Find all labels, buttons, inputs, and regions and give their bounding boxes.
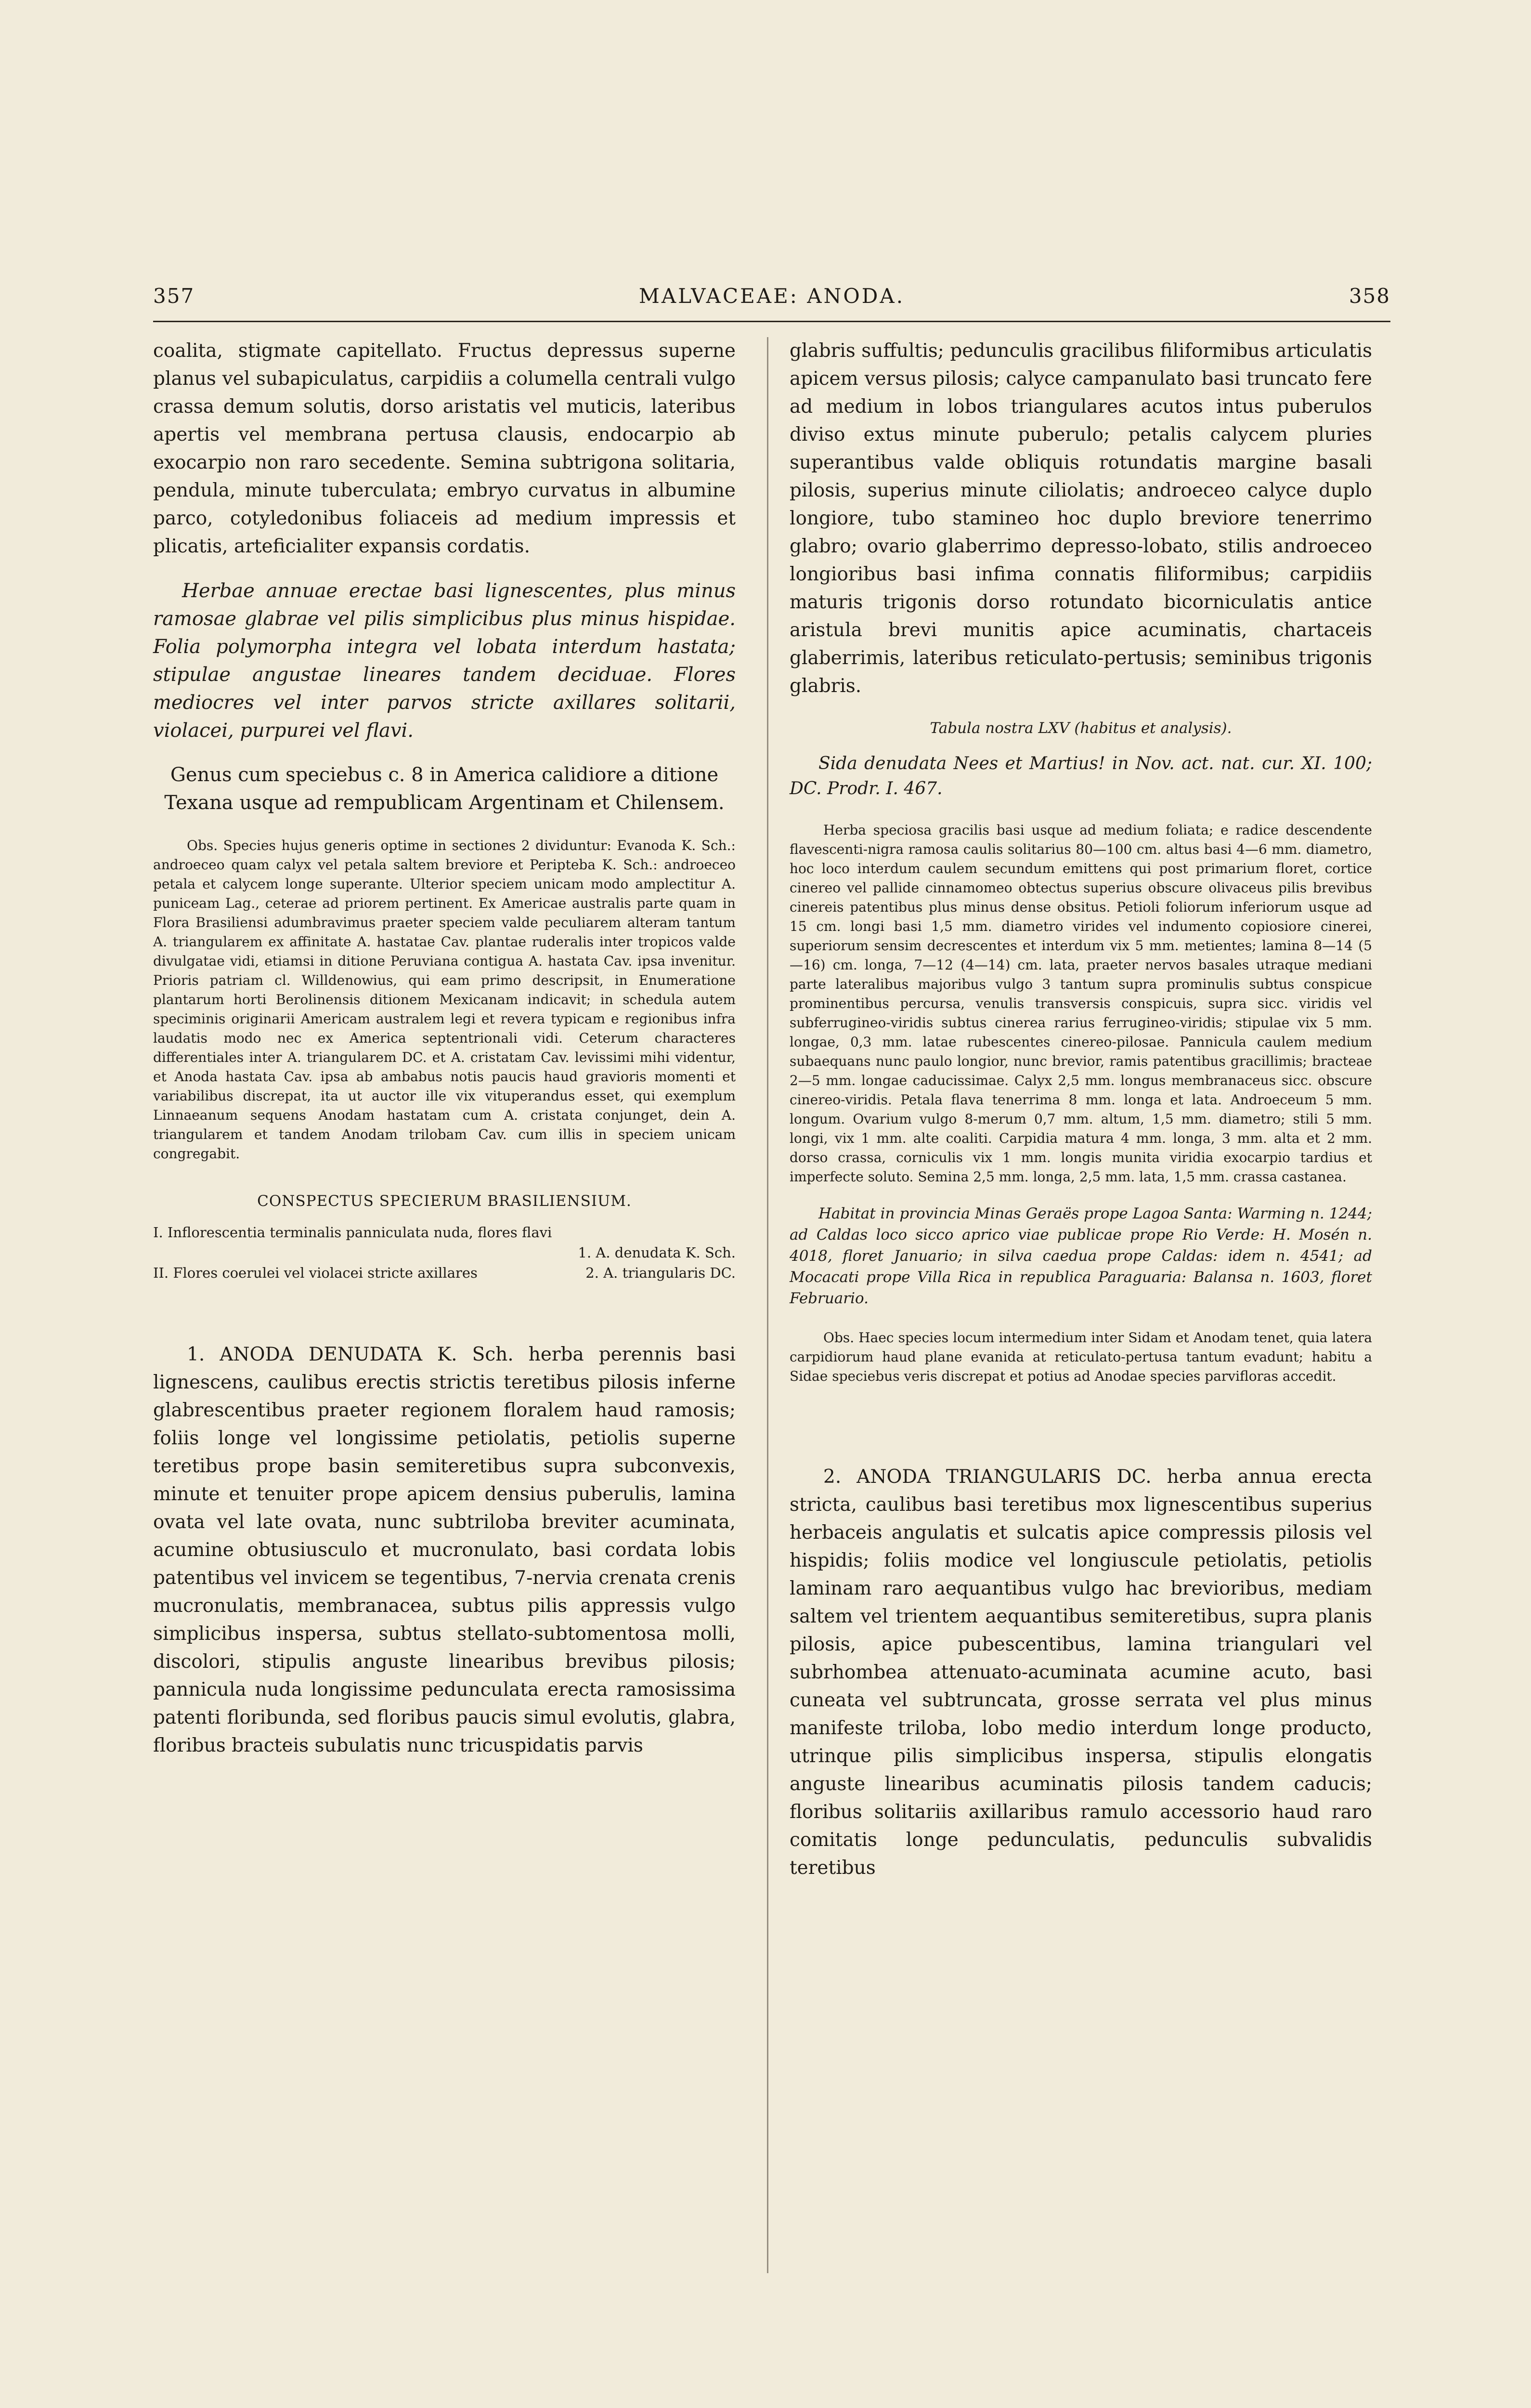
synonymy: Sida denudata Nees et Martius! in Nov. act. nat. cur. XI. 100; DC. Prodr. I. 467. xyxy=(790,754,1372,798)
species-key xyxy=(153,1222,736,1283)
header-rule xyxy=(153,321,1390,322)
key-row xyxy=(153,1222,736,1243)
column-divider xyxy=(767,337,768,2273)
genus-distribution: Genus cum speciebus c. 8 in America calidiore a ditione Texana usque ad rempublicam Argentinam et Chilensem. xyxy=(164,764,725,814)
page-number-right: 358 xyxy=(1349,284,1390,308)
observation-note-right: Obs. Haec species locum intermedium inter Sidam et Anodam tenet, quia latera carpidiorum haud plane evanida at reticulato-pertusa tantum evadunt; habitu a Sidae speciebus veris discrepat et potius ad Anodae species parvifloras accedit. xyxy=(790,1330,1372,1384)
detailed-description: Herba speciosa gracilis basi usque ad medium foliata; e radice descendente flavescenti-nigra ramosa caulis solitarius 80—100 cm. altus basi 4—6 mm. diametro, hoc loco interdum caulem secundum emittens qui post primarium floret, cortice cinereo vel pallide cinnamomeo obtectus superius obscure olivaceus pilis brevibus cinereis patentibus plus minus dense obsitus. Petioli foliorum inferiorum usque ad 15 cm. longi basi 1,5 mm. diametro virides vel indumento copiosiore cinerei, superiorum sensim decrescentes et interdum vix 5 mm. metientes; lamina 8—14 (5—16) cm. longa, 7—12 (4—14) cm. lata, praeter nervos basales utraque mediani parte lateralibus majoribus vulgo 3 tantum supra prominulis subtus conspicue prominentibus percursa, venulis transversis conspicuis, supra sicc. viridis vel subferrugineo-viridis subtus cinerea rarius ferrugineo-viridis; stipulae vix 5 mm. longae, 0,3 mm. latae rubescentes cinereo-pilosae. Pannicula caulem medium subaequans nunc paulo longior, nunc brevior, ramis patentibus gracillimis; bracteae 2—5 mm. longae caducissimae. Calyx 2,5 mm. longus membranaceus sicc. obscure cinereo-viridis. Petala flava tenerrima 8 mm. longa et lata. Androeceum 5 mm. longum. Ovarium vulgo 8-merum 0,7 mm. altum, 1,5 mm. diametro; stili 5 mm. longi, vix 1 mm. alte coaliti. Carpidia matura 4 mm. longa, 3 mm. alta et 2 mm. dorso crassa, corniculis vix 1 mm. longis munita viridia exocarpio tardius et imperfecte soluto. Semina 2,5 mm. longa, 2,5 mm. lata, 1,5 mm. crassa castanea. xyxy=(790,822,1372,1185)
genus-description: coalita, stigmate capitellato. Fructus depressus superne planus vel subapiculatus, carpidiis a columella centrali vulgo crassa demum solutis, dorso aristatis vel muticis, lateribus apertis vel membrana pertusa clausis, endocarpio ab exocarpio non raro secedente. Semina subtrigona solitaria, pendula, minute tuberculata; embryo curvatus in albumine parco, cotyledonibus foliaceis ad medium impressis et plicatis, arteficialiter expansis cordatis. xyxy=(153,340,736,557)
plate-reference: Tabula nostra LXV (habitus et analysis). xyxy=(930,720,1232,737)
species-2-description: 2. ANODA TRIANGULARIS DC. herba annua erecta stricta, caulibus basi teretibus mox lignescentibus superius herbaceis angulatis et sulcatis apice compressis pilosis vel hispidis; foliis modice vel longiuscule petiolatis, petiolis laminam raro aequantibus vulgo hac brevioribus, mediam saltem vel trientem aequantibus semiteretibus, supra planis pilosis, apice pubescentibus, lamina triangulari vel subrhombea attenuato-acuminata acumine acuto, basi cuneata vel subtruncata, grosse serrata vel plus minus manifeste triloba, lobo medio interdum longe producto, utrinque pilis simplicibus inspersa, stipulis elongatis anguste linearibus acuminatis pilosis tandem caducis; floribus solitariis axillaribus ramulo accessorio haud raro comitatis longe pedunculatis, pedunculis subvalidis teretibus xyxy=(790,1466,1372,1879)
key-row xyxy=(153,1263,736,1283)
habitat-text: Habitat in provincia Minas Geraës prope Lagoa Santa: Warming n. 1244; ad Caldas loco sicco aprico viae publicae prope Rio Verde: H. Mosén n. 4018, floret Januario; in silva caedua prope Caldas: idem n. 4541; ad Mocacati prope Villa Rica in republica Paraguaria: Balansa n. 1603, floret Februario. xyxy=(790,1205,1372,1307)
species-1-description: 1. ANODA DENUDATA K. Sch. herba perennis basi lignescens, caulibus erectis strictis teretibus pilosis inferne glabrescentibus praeter regionem floralem haud ramosis; foliis longe vel longissime petiolatis, petiolis superne teretibus prope basin semiteretibus supra subconvexis, minute et tenuiter prope apicem densius puberulis, lamina ovata vel late ovata, nunc subtriloba breviter acuminata, acumine obtusiusculo et mucronulato, basi cordata lobis patentibus vel invicem se tegentibus, 7-nervia crenata crenis mucronulatis, membranacea, subtus pilis appressis vulgo simplicibus inspersa, subtus stellato-subtomentosa molli, discolori, stipulis anguste linearibus brevibus pilosis; pannicula nuda longissime pedunculata erecta ramosissima patenti floribunda, sed floribus paucis simul evolutis, glabra, floribus bracteis subulatis nunc tricuspidatis parvis xyxy=(153,1344,736,1756)
habit-description: Herbae annuae erectae basi lignescentes, plus minus ramosae glabrae vel pilis simplicibus plus minus hispidae. Folia polymorpha integra vel lobata interdum hastata; stipulae angustae lineares tandem deciduae. Flores mediocres vel inter parvos stricte axillares solitarii, violacei, purpurei vel flavi. xyxy=(153,580,736,742)
key-result: 1. A. denudata K. Sch. xyxy=(578,1244,736,1261)
key-lead: II. Flores coerulei vel violacei stricte axillares xyxy=(153,1265,478,1281)
right-column xyxy=(790,337,1372,1882)
left-column xyxy=(153,337,736,1760)
observation-note: Obs. Species hujus generis optime in sectiones 2 dividuntur: Evanoda K. Sch.: androeceo quam calyx vel petala saltem breviore et Peripteba K. Sch.: androeceo petala et calycem longe superante. Ulterior speciem unicam modo amplectitur A. puniceam Lag., ceterae ad priorem pertinent. Ex Americae australis parte quam in Flora Brasiliensi adumbravimus praeter speciem valde peculiarem alteram tantum A. triangularem ex affinitate A. hastatae Cav. plantae ruderalis inter tropicos valde divulgatae vidi, etiamsi in ditione Peruviana contigua A. hastata Cav. ipsa invenitur. Prioris patriam cl. Willdenowius, qui eam primo descripsit, in Enumeratione plantarum horti Berolinensis ditionem Mexicanam indicavit; in schedula autem speciminis originarii Americam australem legi et revera typicam e regionibus infra laudatis modo nec ex America septentrionali vidi. Ceterum characteres differentiales inter A. triangularem DC. et A. cristatam Cav. levissimi mihi videntur, et Anoda hastata Cav. ipsa ab ambabus notis paucis haud gravioris momenti et variabilibus discrepat, ita ut auctor ille vix vituperandus esset, qui exemplum Linnaeanum sequens Anodam hastatam cum A. cristata conjunget, dein A. triangularem et tandem Anodam trilobam Cav. cum illis in speciem unicam congregabit. xyxy=(153,838,736,1162)
species-1-continued: glabris suffultis; pedunculis gracilibus filiformibus articulatis apicem versus pilosis; calyce campanulato basi truncato fere ad medium in lobos triangulares acutos intus puberulos diviso extus minute puberulo; petalis calycem pluries superantibus valde obliquis rotundatis margine basali pilosis, superius minute ciliolatis; androeceo calyce duplo longiore, tubo stamineo hoc duplo breviore tenerrimo glabro; ovario glaberrimo depresso-lobato, stilis androeceo longioribus basi infima connatis filiformibus; carpidiis maturis trigonis dorso rotundato bicorniculatis antice aristula brevi munitis apice acuminatis, chartaceis glaberrimis, lateribus reticulato-pertusis; seminibus trigonis glabris. xyxy=(790,340,1372,697)
key-result: 2. A. triangularis DC. xyxy=(585,1265,736,1281)
key-row xyxy=(153,1243,736,1263)
page-header xyxy=(153,284,1390,318)
page-number-left: 357 xyxy=(153,284,195,308)
running-title: MALVACEAE: ANODA. xyxy=(638,284,905,308)
key-lead: I. Inflorescentia terminalis panniculata nuda, flores flavi xyxy=(153,1224,552,1241)
conspectus-title: CONSPECTUS SPECIERUM BRASILIENSIUM. xyxy=(257,1192,632,1210)
